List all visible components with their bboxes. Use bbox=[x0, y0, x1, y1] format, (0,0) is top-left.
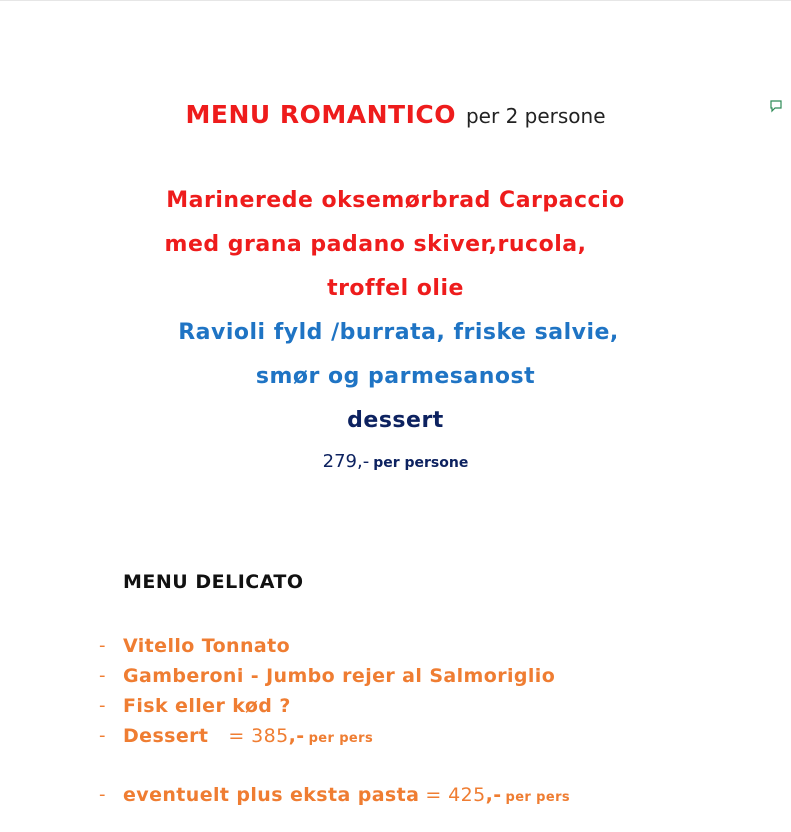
delicato-item-unit: per pers bbox=[308, 731, 374, 746]
delicato-item-text: Gamberoni - Jumbo rejer al Salmoriglio bbox=[123, 665, 556, 687]
menu-delicato-title: MENU DELICATO bbox=[123, 571, 304, 593]
delicato-item-unit: per pers bbox=[505, 790, 571, 805]
bullet-dash: - bbox=[99, 784, 106, 805]
bullet-dash: - bbox=[99, 635, 106, 656]
delicato-item-price: = 425 bbox=[425, 784, 486, 806]
romantico-line-2: med grana padano skiver,rucola, bbox=[164, 232, 587, 257]
delicato-item-line bbox=[123, 725, 373, 747]
menu-romantico-title: MENU ROMANTICO bbox=[185, 100, 456, 129]
delicato-item-text: eventuelt plus eksta pasta bbox=[123, 784, 420, 806]
delicato-item-text: Dessert bbox=[123, 725, 209, 747]
bullet-dash: - bbox=[99, 695, 106, 716]
romantico-line-4: Ravioli fyld /burrata, friske salvie, bbox=[178, 320, 619, 345]
delicato-item-text: Fisk eller kød ? bbox=[123, 695, 291, 717]
romantico-line-5: smør og parmesanost bbox=[255, 364, 536, 389]
delicato-item-price-suffix: ,- bbox=[485, 784, 502, 806]
menu-romantico-heading bbox=[0, 100, 791, 129]
romantico-price-unit: per persone bbox=[373, 455, 469, 471]
romantico-line-3: troffel olie bbox=[327, 276, 464, 301]
delicato-item-price: = 385 bbox=[228, 725, 289, 747]
delicato-item-price-suffix: ,- bbox=[288, 725, 305, 747]
bullet-dash: - bbox=[99, 665, 106, 686]
page-top-border bbox=[0, 0, 791, 1]
delicato-item-text: Vitello Tonnato bbox=[123, 635, 291, 657]
romantico-dessert: dessert bbox=[347, 408, 444, 433]
menu-romantico-subtitle: per 2 persone bbox=[465, 104, 606, 128]
romantico-price: 279,- bbox=[322, 451, 370, 472]
romantico-price-line bbox=[0, 451, 791, 472]
romantico-line-1: Marinerede oksemørbrad Carpaccio bbox=[166, 188, 625, 213]
bullet-dash: - bbox=[99, 725, 106, 746]
delicato-item-line bbox=[123, 784, 570, 806]
